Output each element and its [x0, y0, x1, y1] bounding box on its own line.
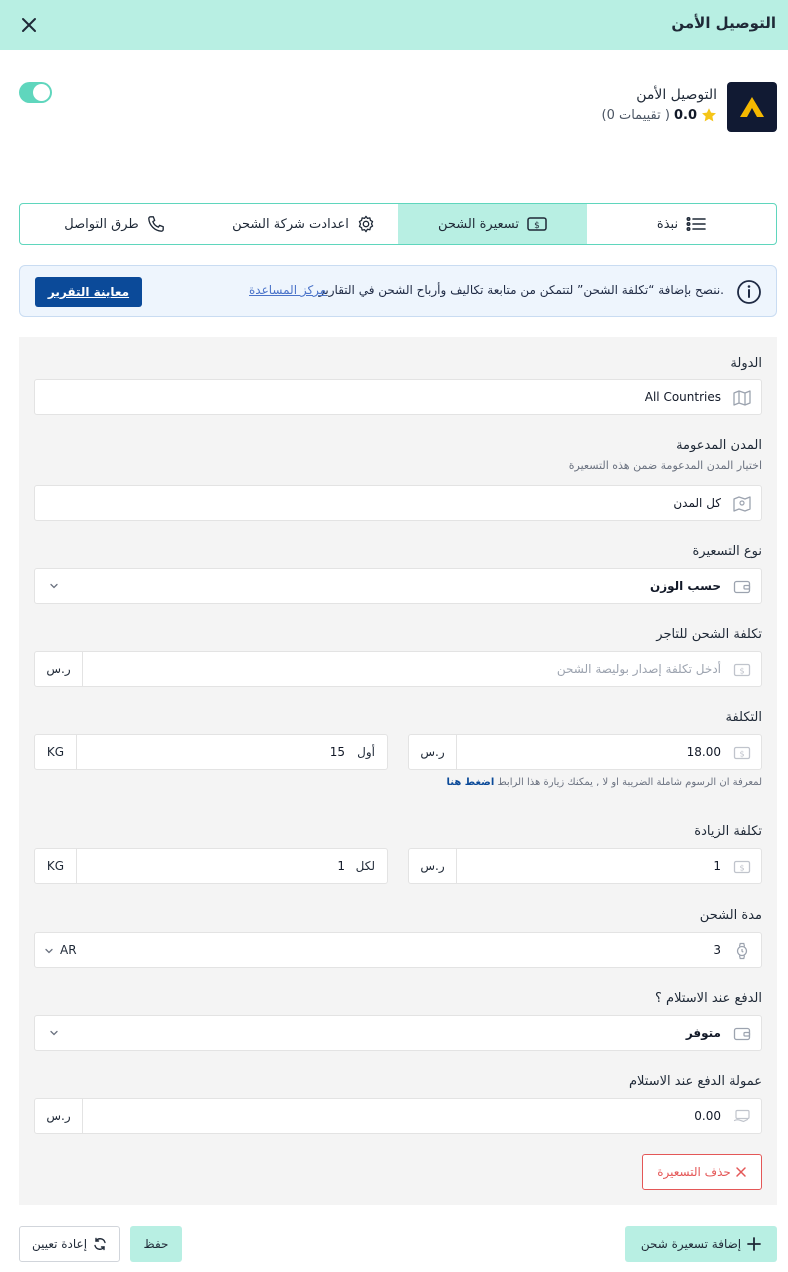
pricing-type-value: حسب الوزن	[649, 579, 721, 593]
country-value: All Countries	[644, 390, 721, 404]
tax-note-text: لمعرفة ان الرسوم شاملة الضريبة او لا , يمكنك زيارة هذا الرابط	[497, 777, 762, 788]
cost-label: التكلفة	[725, 710, 762, 725]
country-select[interactable]	[34, 379, 762, 415]
list-icon	[686, 216, 706, 232]
pricing-type-select[interactable]	[34, 568, 762, 604]
info-message: ننصح بإضافة “تكلفة الشحن” لتتمكن من متابعة تكاليف وأرباح الشحن في التقارير.	[318, 283, 724, 297]
drawer-title: التوصيل الأمن	[671, 14, 776, 32]
cod-select[interactable]	[34, 1015, 762, 1051]
first-weight-value: 15	[329, 745, 345, 759]
info-icon	[736, 279, 762, 305]
preview-report-button[interactable]: معاينة التقرير	[35, 277, 142, 307]
pricing-form	[19, 337, 777, 1205]
tab-bar	[19, 203, 777, 245]
save-button[interactable]	[130, 1226, 182, 1262]
cod-fee-value: 0.00	[694, 1109, 721, 1123]
first-weight-input[interactable]	[34, 734, 388, 770]
app-card	[397, 82, 777, 134]
currency-unit: ر.س	[35, 652, 83, 686]
money-icon	[733, 661, 751, 679]
app-logo	[727, 82, 777, 132]
cod-fee-label: عمولة الدفع عند الاستلام	[629, 1074, 762, 1089]
rating-score: 0.0	[673, 107, 697, 123]
currency-unit: ر.س	[409, 849, 457, 883]
tab-contact-methods[interactable]	[20, 204, 209, 244]
weight-unit: KG	[35, 849, 77, 883]
pricing-type-label: نوع التسعيرة	[692, 544, 762, 559]
save-label: حفظ	[143, 1237, 169, 1251]
merchant-cost-input[interactable]	[34, 651, 762, 687]
country-label: الدولة	[730, 356, 762, 371]
tax-note	[447, 777, 762, 788]
tab-company-settings[interactable]	[209, 204, 398, 244]
cities-select[interactable]	[34, 485, 762, 521]
cities-hint: اختيار المدن المدعومة ضمن هذه التسعيرة	[568, 459, 762, 472]
star-icon	[701, 107, 717, 123]
map-pin-icon	[733, 495, 751, 513]
tab-shipping-pricing[interactable]	[398, 204, 587, 244]
money-icon	[733, 858, 751, 876]
wallet-icon	[733, 578, 751, 596]
tab-label: تسعيرة الشحن	[438, 216, 519, 232]
svg-text:$: $	[739, 666, 745, 676]
help-center-link[interactable]: مركز المساعدة	[249, 283, 327, 297]
drawer-header	[0, 0, 788, 50]
tab-about[interactable]	[587, 204, 776, 244]
toggle-knob	[33, 84, 50, 101]
watch-icon	[733, 942, 751, 960]
wallet-icon	[733, 1025, 751, 1043]
cod-value: متوفر	[685, 1026, 721, 1040]
add-pricing-label: إضافة تسعيرة شحن	[640, 1237, 742, 1251]
app-name: التوصيل الأمن	[636, 87, 717, 103]
logo-icon	[738, 95, 766, 119]
duration-value: 3	[713, 943, 721, 957]
close-icon[interactable]	[18, 14, 40, 36]
cities-value: كل المدن	[673, 496, 721, 510]
delete-pricing-label: حذف التسعيرة	[657, 1165, 731, 1179]
cod-fee-input[interactable]	[34, 1098, 762, 1134]
duration-input[interactable]	[34, 932, 762, 968]
chevron-down-icon	[49, 581, 59, 591]
extra-cost-amount-input[interactable]	[408, 848, 762, 884]
per-weight-input[interactable]	[34, 848, 388, 884]
svg-text:$: $	[534, 221, 540, 231]
money-icon	[527, 216, 547, 232]
cash-hand-icon	[733, 1108, 751, 1126]
extra-cost-label: تكلفة الزيادة	[694, 824, 762, 839]
cities-label: المدن المدعومة	[676, 438, 762, 453]
gear-icon	[357, 215, 375, 233]
tab-label: اعدادت شركة الشحن	[232, 216, 349, 232]
chevron-down-icon	[49, 1028, 59, 1038]
plus-icon	[747, 1237, 761, 1251]
duration-label: مدة الشحن	[699, 908, 762, 923]
info-banner	[19, 265, 777, 317]
tax-note-link[interactable]: اضغط هنا	[446, 777, 495, 788]
tab-label: طرق التواصل	[64, 216, 139, 232]
cost-amount-value: 18.00	[686, 745, 721, 759]
tab-label: نبذة	[656, 216, 679, 232]
currency-unit: ر.س	[409, 735, 457, 769]
svg-text:$: $	[739, 749, 745, 759]
cost-amount-input[interactable]	[408, 734, 762, 770]
weight-unit: KG	[35, 735, 77, 769]
rating-count: (0 تقييمات )	[601, 107, 670, 123]
reset-label: إعادة تعيين	[31, 1237, 88, 1251]
app-enable-toggle[interactable]	[19, 82, 52, 103]
refresh-icon	[93, 1237, 107, 1251]
map-icon	[733, 389, 751, 407]
merchant-cost-placeholder: أدخل تكلفة إصدار بوليصة الشحن	[556, 662, 721, 676]
close-icon	[735, 1166, 747, 1178]
reset-button[interactable]	[19, 1226, 120, 1262]
phone-icon	[147, 215, 165, 233]
svg-text:$: $	[739, 863, 745, 873]
per-weight-prefix: لكل	[355, 859, 375, 873]
currency-unit: ر.س	[35, 1099, 83, 1133]
duration-lang[interactable]: AR	[60, 943, 77, 957]
add-pricing-button[interactable]	[625, 1226, 777, 1262]
money-icon	[733, 744, 751, 762]
delete-pricing-button[interactable]	[642, 1154, 762, 1190]
cod-label: الدفع عند الاستلام ؟	[655, 991, 762, 1006]
extra-cost-amount-value: 1	[713, 859, 721, 873]
first-weight-prefix: أول	[357, 745, 375, 759]
app-rating	[602, 107, 718, 123]
chevron-down-icon	[44, 946, 54, 956]
merchant-cost-label: تكلفة الشحن للتاجر	[656, 627, 762, 642]
per-weight-value: 1	[337, 859, 345, 873]
